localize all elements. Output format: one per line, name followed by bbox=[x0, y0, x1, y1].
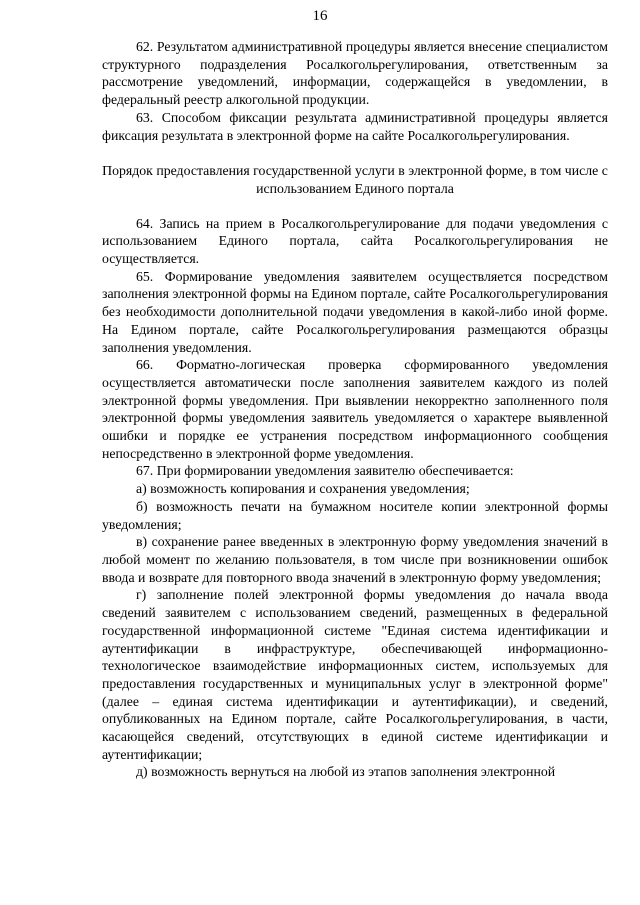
paragraph-64: 64. Запись на прием в Росалкогольрегулирование для подачи уведомления с использованием Единого портала, сайта Росалкогольрегулирования не осуществляется. bbox=[102, 215, 608, 267]
list-item-d: д) возможность вернуться на любой из этапов заполнения электронной bbox=[136, 764, 556, 780]
list-item-b: б) возможность печати на бумажном носителе копии электронной формы уведомления; bbox=[102, 498, 608, 532]
paragraph-65: 65. Формирование уведомления заявителем осуществляется посредством заполнения электронной формы на Едином портале, сайте Росалкогольрегулирования без необходимости дополнительной подачи уведомления в какой-либо иной форме. На Едином портале, сайте Росалкогольрегулирования размещаются образцы заполнения уведомления. bbox=[102, 268, 608, 355]
list-item-v: в) сохранение ранее введенных в электронную форму уведомления значений в любой момент по желанию пользователя, в том числе при возникновении ошибок ввода и возврате для повторного ввода значений в электронную форму уведомления; bbox=[102, 534, 608, 585]
page-number: 16 bbox=[312, 8, 328, 24]
section-heading: Порядок предоставления государственной услуги в электронной форме, в том числе с использованием Единого портала bbox=[102, 163, 608, 196]
paragraph-66: 66. Форматно-логическая проверка сформированного уведомления осуществляется автоматически после заполнения заявителем каждого из полей электронной формы уведомления. При выявлении некорректно заполненного поля электронной формы уведомления заявитель уведомляется о характере выявленной ошибки и порядке ее устранения посредством информационного сообщения непосредственно в электронной форме уведомления. bbox=[102, 357, 608, 461]
paragraph-63: 63. Способом фиксации результата административной процедуры является фиксация результата в электронной форме на сайте Росалкогольрегулирования. bbox=[102, 109, 608, 143]
list-item-g: г) заполнение полей электронной формы уведомления до начала ввода сведений заявителем с использованием сведений, размещенных в федеральной государственной информационной системе "Единая система идентификации и аутентификации в инфраструктуре, обеспечивающей информационно-технологическое взаимодействие информационных систем, используемых для предоставления государственных и муниципальных услуг в электронной форме" (далее – единая система идентификации и аутентификации), и сведений, опубликованных на Едином портале, сайте Росалкогольрегулирования, в части, касающейся сведений, отсутствующих в единой системе идентификации и аутентификации; bbox=[102, 587, 608, 762]
list-item-a: а) возможность копирования и сохранения уведомления; bbox=[136, 481, 470, 497]
paragraph-62: 62. Результатом административной процедуры является внесение специалистом структурного подразделения Росалкогольрегулирования, ответственным за рассмотрение уведомлений, информации, содержащейся в уведомлении, в федеральный реестр алкогольной продукции. bbox=[102, 39, 608, 108]
document-body bbox=[102, 38, 608, 781]
paragraph-67: 67. При формировании уведомления заявителю обеспечивается: bbox=[136, 463, 514, 479]
